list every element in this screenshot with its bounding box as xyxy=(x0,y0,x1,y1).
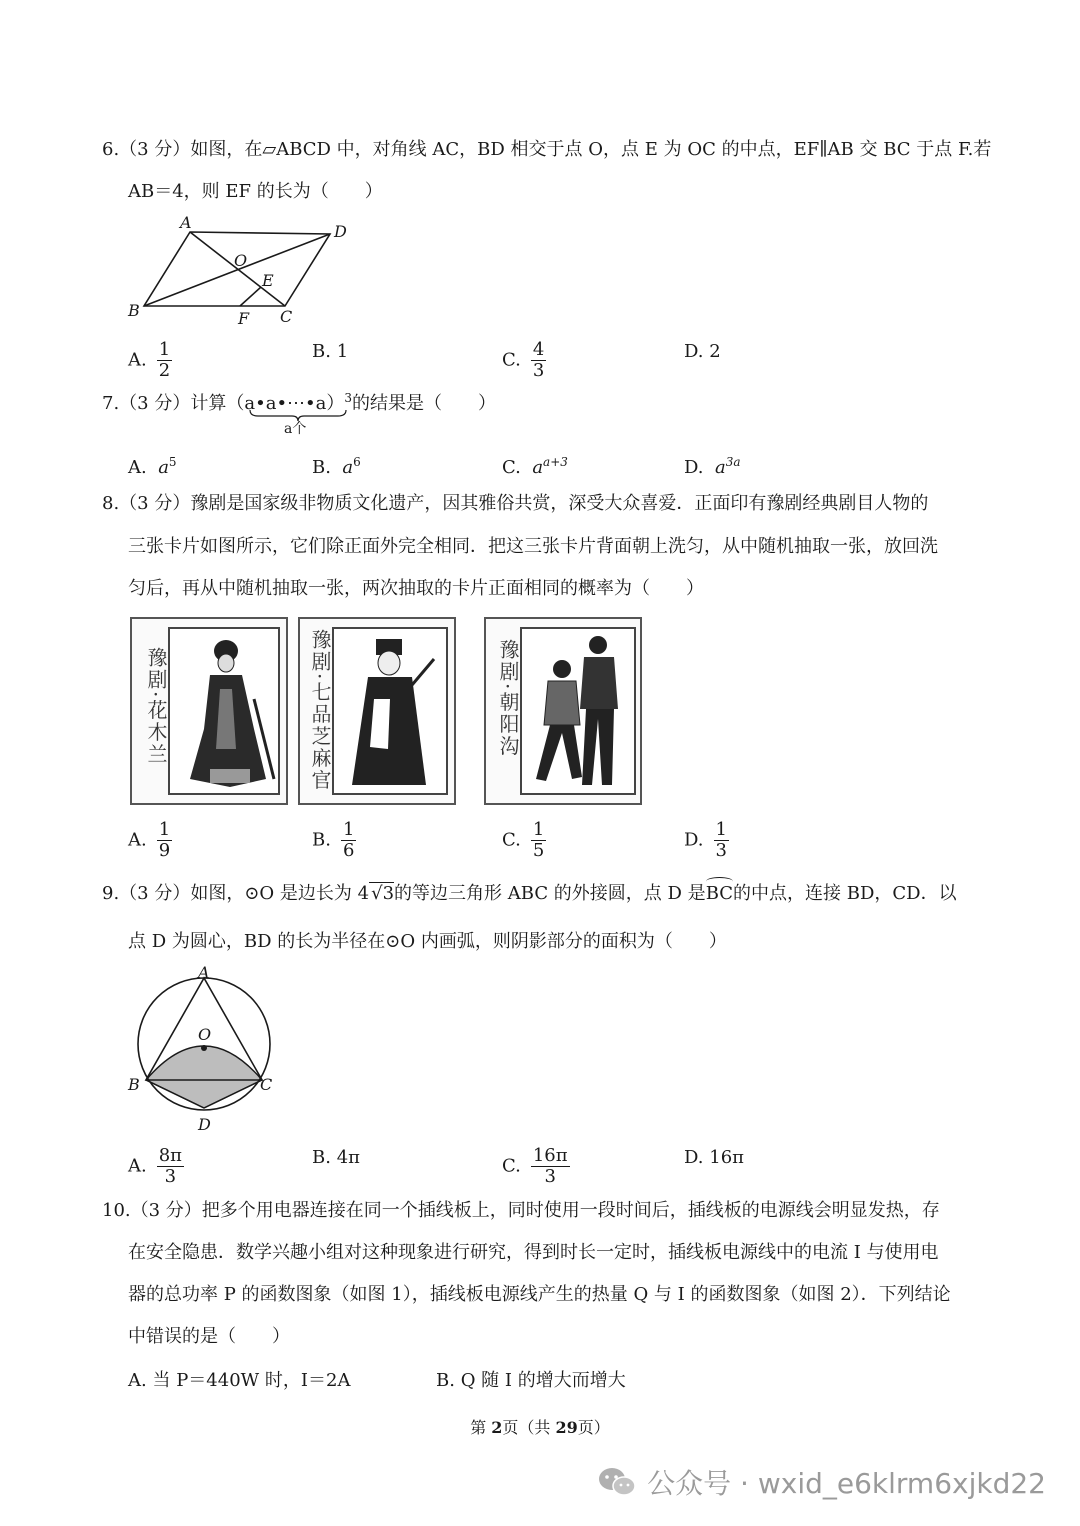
q10-line2: 在安全隐患．数学兴趣小组对这种现象进行研究，得到时长一定时，插线板电源线中的电流 I 与使用电 xyxy=(128,1242,939,1263)
card-1-title: 豫剧·花木兰 xyxy=(144,647,168,766)
q10-option-b[interactable]: B. Q 随 I 的增大而增大 xyxy=(436,1370,626,1391)
q9-circle-figure xyxy=(120,962,290,1134)
q6-option-d[interactable]: D. 2 xyxy=(684,341,721,362)
q8-line2: 三张卡片如图所示，它们除正面外完全相同．把这三张卡片背面朝上洗匀，从中随机抽取一张，放回洗 xyxy=(128,536,938,557)
label-d: D xyxy=(198,1115,211,1134)
q9-option-c[interactable]: C. $\frac{16\pi}{3}$ xyxy=(502,1145,568,1187)
q6-line2: AB＝4，则 EF 的长为（ ） xyxy=(128,181,383,202)
diagonal-bd xyxy=(144,234,330,306)
q8-line1: 8.（3 分）豫剧是国家级非物质文化遗产，因其雅俗共赏，深受大众喜爱．正面印有豫剧经典剧目人物的 xyxy=(102,493,929,514)
label-a: A xyxy=(180,213,192,232)
card-hua-mulan xyxy=(130,617,288,805)
q8-option-d[interactable]: D. $\frac{1}{3}$ xyxy=(684,819,727,861)
q8-line3: 匀后，再从中随机抽取一张，两次抽取的卡片正面相同的概率为（ ） xyxy=(128,578,704,599)
label-c: C xyxy=(280,307,293,326)
card-2-figure-image xyxy=(334,629,448,793)
label-d: D xyxy=(334,222,347,241)
q7-option-a[interactable]: A. $a^5$ xyxy=(128,455,177,478)
shaded-region xyxy=(146,1046,262,1108)
q9-option-d[interactable]: D. 16π xyxy=(684,1147,744,1168)
q6-option-b[interactable]: B. 1 xyxy=(312,341,349,362)
center-point-o xyxy=(201,1045,207,1051)
q6-parallelogram-figure xyxy=(120,210,360,330)
card-3-title: 豫剧·朝阳沟 xyxy=(496,639,520,758)
card-1-figure-image xyxy=(170,629,280,793)
q7-option-c[interactable]: C. $a^{a+3}$ xyxy=(502,455,568,478)
q10-line3: 器的总功率 P 的函数图象（如图 1），插线板电源线产生的热量 Q 与 I 的函数图象（如图 2）．下列结论 xyxy=(128,1284,951,1305)
card-chaoyang-gou xyxy=(484,617,642,805)
q10-option-a[interactable]: A. 当 P＝440W 时，I＝2A xyxy=(128,1370,351,1391)
wechat-icon xyxy=(597,1465,637,1499)
q7-option-d[interactable]: D. $a^{3a}$ xyxy=(684,455,741,478)
arc-bc: BC xyxy=(706,883,733,904)
watermark-text: 公众号 · wxid_e6klrm6xjkd22 xyxy=(647,1467,1046,1500)
label-b: B xyxy=(128,1075,140,1094)
label-c: C xyxy=(260,1075,273,1094)
q9-option-a[interactable]: A. $\frac{8\pi}{3}$ xyxy=(128,1145,183,1187)
q7-line: 7.（3 分）计算（a•a•⋯•a）$^3$的结果是（ ） xyxy=(102,391,497,414)
q7-option-b[interactable]: B. $a^6$ xyxy=(312,455,361,478)
page-number: 2 xyxy=(491,1418,503,1437)
card-3-figure-image xyxy=(522,629,636,793)
q7-brace-label: a个 xyxy=(284,421,307,437)
q7-expression: a•a•⋯•a xyxy=(244,393,327,414)
q6-option-c[interactable]: C. $\frac{4}{3}$ xyxy=(502,339,545,381)
q9-line1: 9.（3 分）如图，⊙O 是边长为 4 √3的等边三角形 ABC 的外接圆，点 D 是 BC的中点，连接 BD，CD．以 xyxy=(102,882,957,906)
segment-ef xyxy=(240,287,261,306)
q10-line4: 中错误的是（ ） xyxy=(128,1326,290,1347)
q9-option-b[interactable]: B. 4π xyxy=(312,1147,360,1168)
q9-line2: 点 D 为圆心，BD 的长为半径在⊙O 内画弧，则阴影部分的面积为（ ） xyxy=(128,931,727,952)
card-qipin-zhima-guan xyxy=(298,617,456,805)
card-2-title: 豫剧·七品芝麻官 xyxy=(308,629,332,792)
page-footer: 第 2页（共 29页） xyxy=(470,1418,610,1437)
q8-option-a[interactable]: A. $\frac{1}{9}$ xyxy=(128,819,171,861)
q8-option-c[interactable]: C. $\frac{1}{5}$ xyxy=(502,819,545,861)
label-o: O xyxy=(198,1025,212,1044)
sqrt-radicand: √3 xyxy=(371,883,395,904)
q10-line1: 10.（3 分）把多个用电器连接在同一个插线板上，同时使用一段时间后，插线板的电源线会明显发热，存 xyxy=(102,1200,940,1221)
label-o: O xyxy=(234,251,248,270)
label-f: F xyxy=(238,309,250,328)
label-b: B xyxy=(128,301,140,320)
q6-option-a[interactable]: A. $\frac{1}{2}$ xyxy=(128,339,171,381)
page-total: 29 xyxy=(555,1418,578,1437)
q8-cards xyxy=(130,617,642,803)
label-a: A xyxy=(198,963,210,982)
watermark xyxy=(597,1462,1046,1502)
q6-line1: 6.（3 分）如图，在▱ABCD 中，对角线 AC，BD 相交于点 O，点 E 为 OC 的中点，EF∥AB 交 BC 于点 F.若 xyxy=(102,139,992,160)
q8-option-b[interactable]: B. $\frac{1}{6}$ xyxy=(312,819,355,861)
label-e: E xyxy=(262,271,274,290)
